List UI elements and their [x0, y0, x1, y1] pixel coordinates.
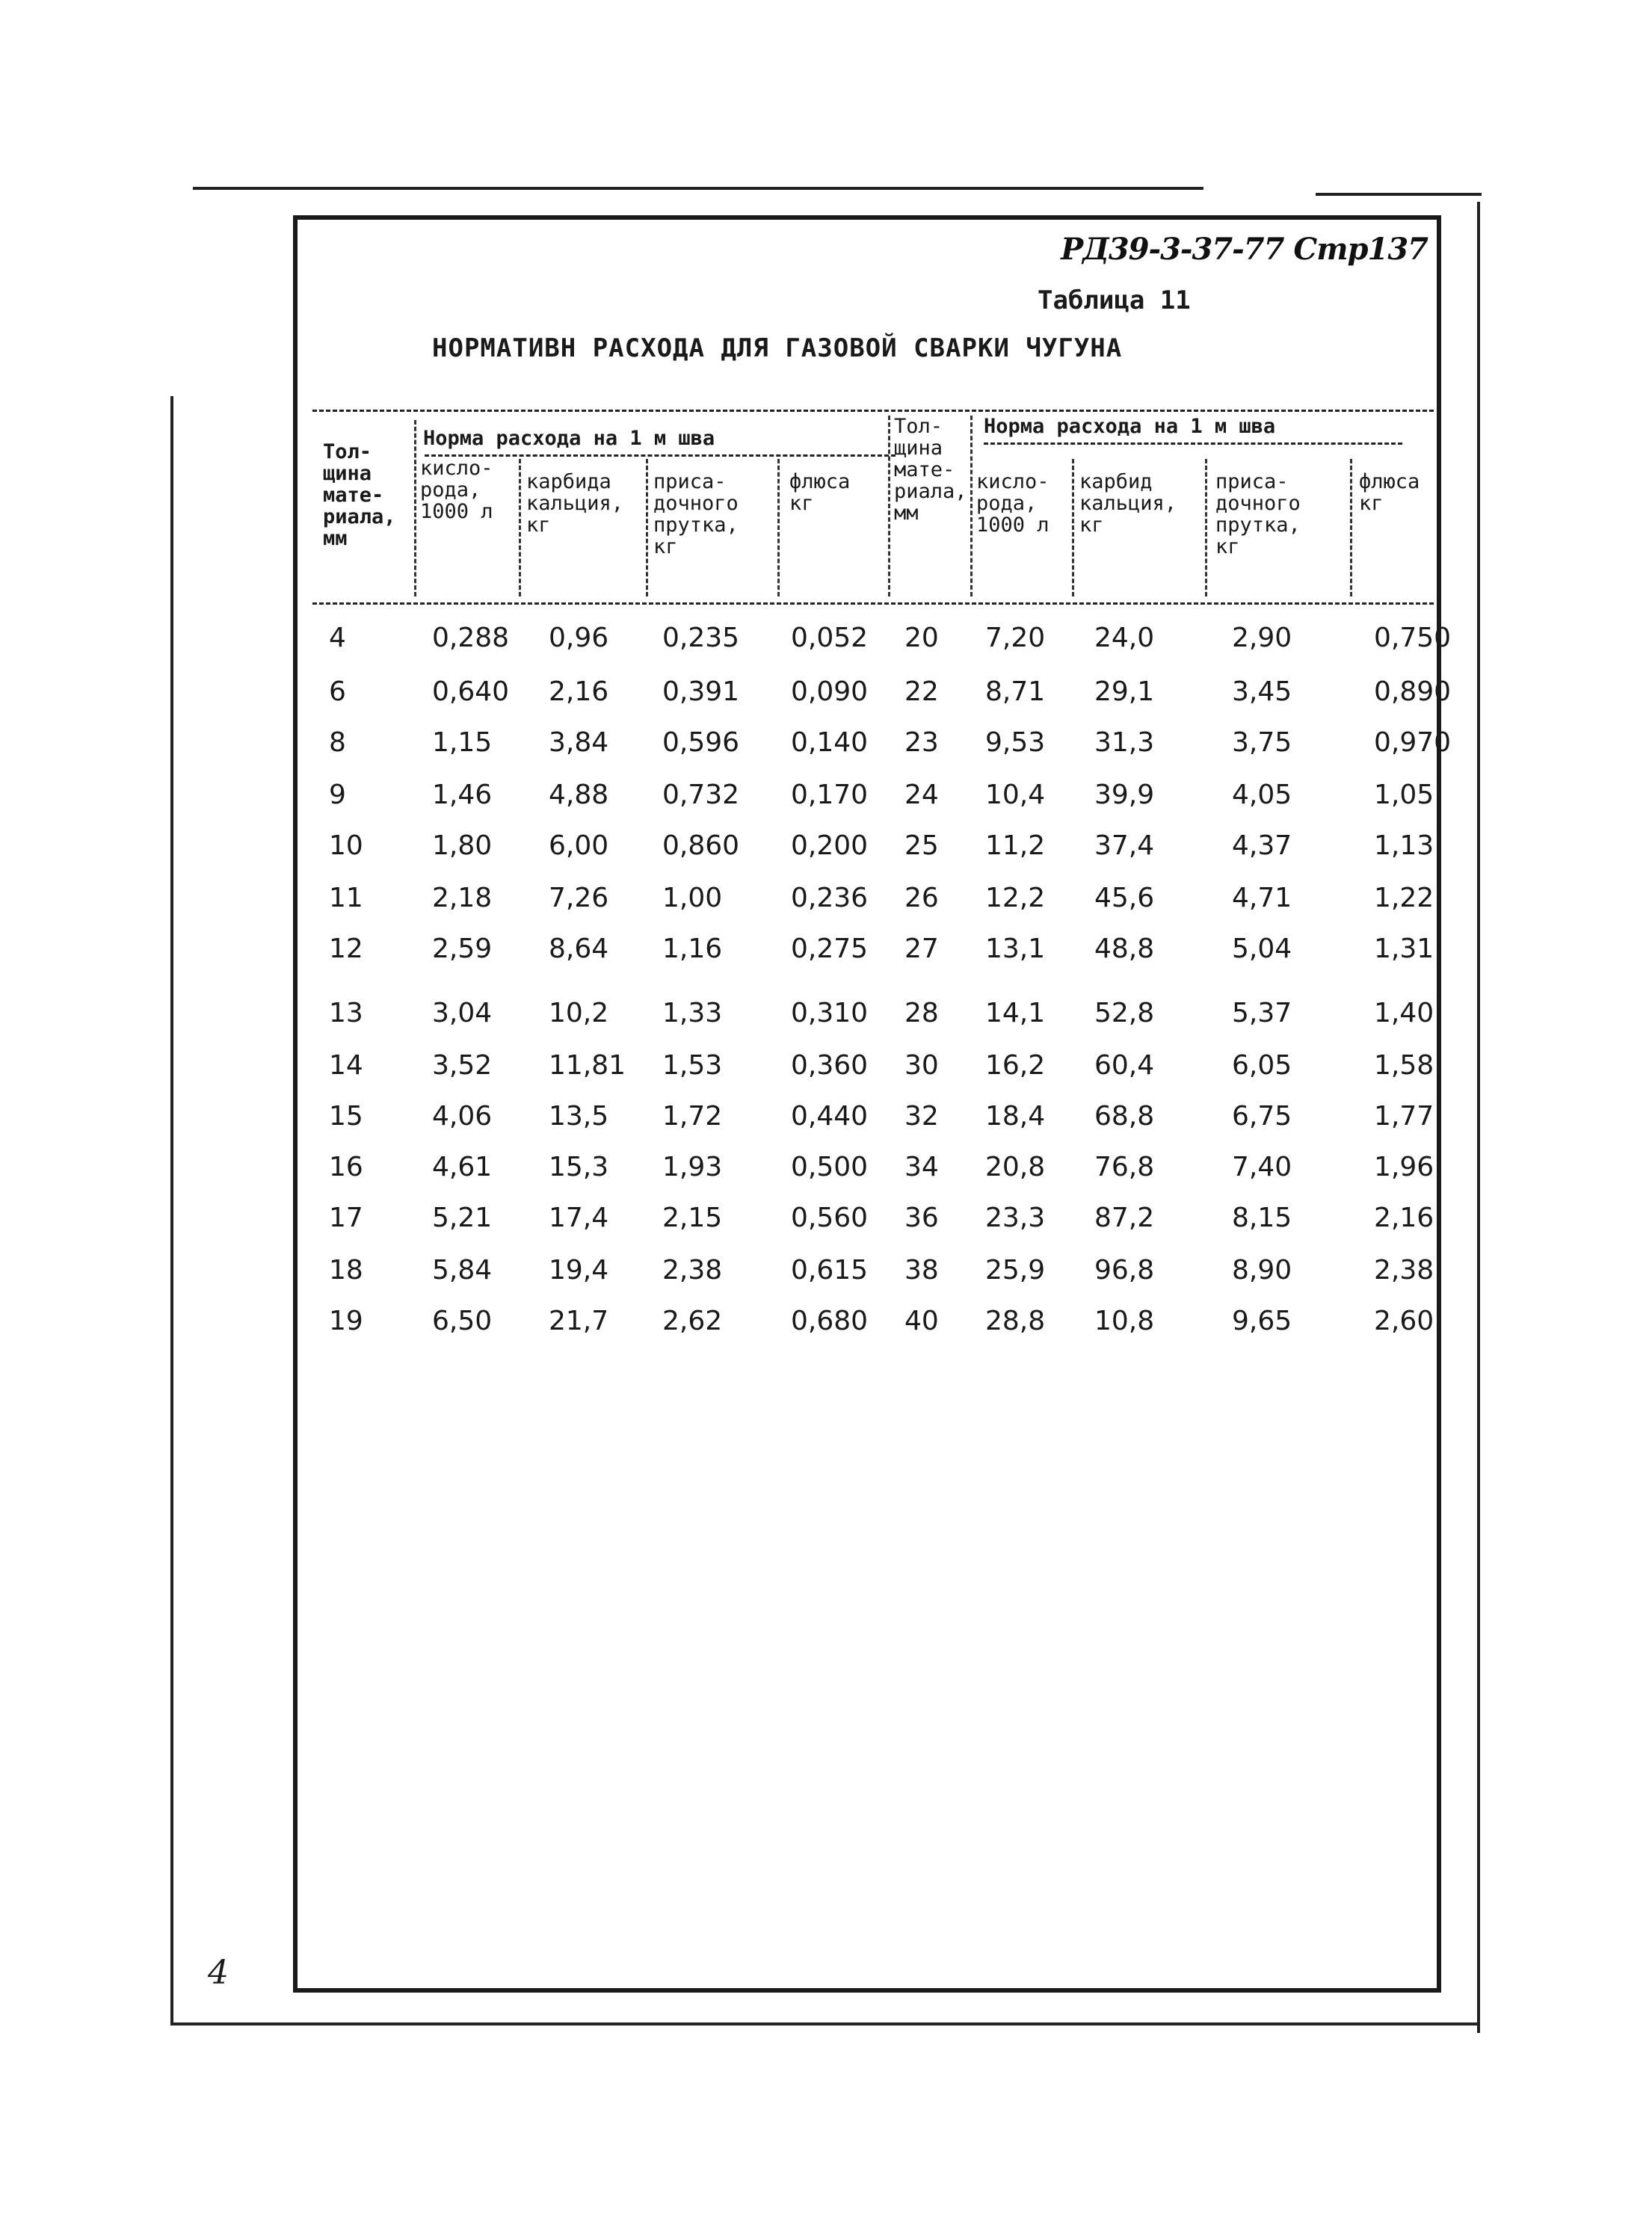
- cell-thickness-right: 25: [904, 830, 939, 861]
- cell-flux: 0,310: [791, 998, 869, 1028]
- cell-oxygen-right: 16,2: [985, 1050, 1046, 1081]
- cell-thickness: 17: [329, 1203, 363, 1233]
- header-separator: [1072, 459, 1074, 596]
- cell-thickness: 18: [329, 1255, 363, 1286]
- cell-rod: 0,235: [662, 623, 740, 653]
- cell-thickness: 12: [329, 934, 363, 964]
- cell-rod: 1,53: [662, 1050, 723, 1081]
- cell-oxygen-right: 20,8: [985, 1152, 1046, 1182]
- table-row: [298, 676, 1452, 722]
- header-oxygen-right: кисло- рода, 1000 л: [976, 470, 1050, 537]
- cell-flux-right: 1,58: [1374, 1050, 1434, 1081]
- cell-flux: 0,170: [791, 780, 869, 810]
- cell-thickness-right: 20: [904, 623, 939, 653]
- header-group-right: Норма расхода на 1 м шва: [984, 415, 1276, 438]
- cell-carbide-right: 39,9: [1094, 780, 1155, 810]
- cell-oxygen-right: 7,20: [985, 623, 1046, 653]
- cell-flux-right: 0,890: [1374, 676, 1452, 707]
- cell-flux-right: 1,31: [1374, 934, 1434, 964]
- cell-thickness-right: 32: [904, 1101, 939, 1132]
- cell-carbide-right: 24,0: [1094, 623, 1155, 653]
- cell-rod-right: 7,40: [1232, 1152, 1292, 1182]
- cell-rod-right: 8,15: [1232, 1203, 1292, 1233]
- cell-oxygen: 3,52: [432, 1050, 493, 1081]
- cell-oxygen: 6,50: [432, 1306, 493, 1336]
- cell-oxygen-right: 13,1: [985, 934, 1046, 964]
- cell-oxygen: 4,06: [432, 1101, 493, 1132]
- cell-oxygen-right: 14,1: [985, 998, 1046, 1028]
- cell-rod: 0,860: [662, 830, 740, 861]
- cell-rod-right: 8,90: [1232, 1255, 1292, 1286]
- scan-left-edge: [170, 396, 173, 2025]
- table-row: [298, 1256, 1437, 1301]
- margin-note: 4: [208, 1954, 229, 1992]
- cell-flux-right: 0,970: [1374, 727, 1452, 758]
- cell-thickness-right: 22: [904, 676, 939, 707]
- cell-rod-right: 4,05: [1232, 780, 1292, 810]
- cell-rod-right: 5,37: [1232, 998, 1292, 1028]
- scan-top-edge-left: [193, 187, 1203, 190]
- cell-carbide: 11,81: [549, 1050, 626, 1081]
- header-separator: [888, 416, 890, 596]
- cell-thickness: 8: [329, 727, 346, 758]
- cell-oxygen-right: 11,2: [985, 830, 1046, 861]
- cell-carbide-right: 29,1: [1094, 676, 1155, 707]
- header-flux-right: флюса кг: [1359, 470, 1420, 515]
- cell-carbide: 7,26: [549, 883, 609, 913]
- header-group-left: Норма расхода на 1 м шва: [423, 427, 715, 450]
- header-group-left-rule: [425, 454, 896, 457]
- header-separator: [414, 420, 416, 596]
- document-frame: [208, 215, 1452, 1993]
- cell-carbide-right: 48,8: [1094, 934, 1155, 964]
- cell-oxygen: 4,61: [432, 1152, 493, 1182]
- cell-rod-right: 4,37: [1232, 830, 1292, 861]
- document-title: НОРМАТИВН РАСХОДА ДЛЯ ГАЗОВОЙ СВАРКИ ЧУГУНА: [432, 333, 1123, 363]
- cell-thickness: 4: [329, 623, 346, 653]
- cell-rod-right: 6,75: [1232, 1101, 1292, 1132]
- scan-bottom-edge: [170, 2023, 1480, 2025]
- cell-carbide-right: 10,8: [1094, 1306, 1155, 1336]
- table-row: [298, 1153, 1437, 1197]
- cell-thickness: 10: [329, 830, 363, 861]
- cell-thickness-right: 30: [904, 1050, 939, 1081]
- table-row: [298, 1051, 1437, 1096]
- cell-carbide: 3,84: [549, 727, 609, 758]
- cell-carbide: 10,2: [549, 998, 609, 1028]
- cell-oxygen: 0,288: [432, 623, 510, 653]
- cell-thickness-right: 34: [904, 1152, 939, 1182]
- cell-oxygen: 0,640: [432, 676, 510, 707]
- header-carbide-left: карбида кальция, кг: [526, 470, 624, 537]
- cell-rod: 2,15: [662, 1203, 723, 1233]
- cell-carbide: 8,64: [549, 934, 609, 964]
- cell-thickness-right: 38: [904, 1255, 939, 1286]
- cell-flux: 0,680: [791, 1306, 869, 1336]
- cell-carbide: 4,88: [549, 780, 609, 810]
- cell-flux: 0,275: [791, 934, 869, 964]
- header-separator: [519, 459, 521, 596]
- cell-carbide-right: 60,4: [1094, 1050, 1155, 1081]
- cell-rod: 1,33: [662, 998, 723, 1028]
- cell-flux: 0,500: [791, 1152, 869, 1182]
- cell-flux-right: 2,16: [1374, 1203, 1434, 1233]
- cell-rod-right: 3,75: [1232, 727, 1292, 758]
- header-group-right-rule: [984, 442, 1402, 445]
- table-row: [298, 883, 1437, 928]
- header-separator: [1350, 459, 1352, 596]
- cell-flux-right: 1,40: [1374, 998, 1434, 1028]
- cell-flux-right: 2,38: [1374, 1255, 1434, 1286]
- cell-flux-right: 1,77: [1374, 1101, 1434, 1132]
- cell-oxygen-right: 12,2: [985, 883, 1046, 913]
- cell-flux: 0,360: [791, 1050, 869, 1081]
- cell-oxygen: 3,04: [432, 998, 493, 1028]
- cell-thickness-right: 27: [904, 934, 939, 964]
- scan-right-edge: [1477, 202, 1480, 2033]
- scan-top-edge-right: [1316, 193, 1482, 196]
- cell-oxygen-right: 28,8: [985, 1306, 1046, 1336]
- table-row: [298, 1203, 1437, 1248]
- cell-carbide-right: 52,8: [1094, 998, 1155, 1028]
- cell-rod: 2,38: [662, 1255, 723, 1286]
- cell-carbide-right: 45,6: [1094, 883, 1155, 913]
- cell-oxygen-right: 8,71: [985, 676, 1046, 707]
- header-separator: [970, 416, 973, 596]
- cell-carbide: 2,16: [549, 676, 609, 707]
- cell-flux-right: 1,13: [1374, 830, 1434, 861]
- table-row: [298, 999, 1437, 1043]
- cell-thickness: 14: [329, 1050, 363, 1081]
- cell-thickness-right: 40: [904, 1306, 939, 1336]
- cell-thickness: 11: [329, 883, 363, 913]
- cell-rod: 0,732: [662, 780, 740, 810]
- cell-flux-right: 1,96: [1374, 1152, 1434, 1182]
- cell-carbide: 21,7: [549, 1306, 609, 1336]
- cell-rod-right: 3,45: [1232, 676, 1292, 707]
- header-rod-right: приса- дочного прутка, кг: [1215, 470, 1301, 558]
- cell-carbide-right: 31,3: [1094, 727, 1155, 758]
- cell-flux: 0,140: [791, 727, 869, 758]
- header-bottom-rule: [312, 602, 1434, 605]
- table-row: [298, 623, 1452, 668]
- cell-oxygen-right: 9,53: [985, 727, 1046, 758]
- cell-oxygen: 2,59: [432, 934, 493, 964]
- cell-rod: 0,596: [662, 727, 740, 758]
- cell-oxygen-right: 18,4: [985, 1101, 1046, 1132]
- cell-thickness: 6: [329, 676, 346, 707]
- cell-thickness-right: 26: [904, 883, 939, 913]
- cell-thickness: 19: [329, 1306, 363, 1336]
- header-separator: [646, 459, 648, 596]
- cell-thickness: 9: [329, 780, 346, 810]
- cell-carbide: 17,4: [549, 1203, 609, 1233]
- header-oxygen-left: кисло- рода, 1000 л: [420, 457, 493, 523]
- cell-oxygen: 1,46: [432, 780, 493, 810]
- table-row: [298, 831, 1437, 876]
- header-separator: [1205, 459, 1207, 596]
- cell-oxygen-right: 25,9: [985, 1255, 1046, 1286]
- cell-flux-right: 1,05: [1374, 780, 1434, 810]
- document-reference: РД39-3-37-77 Стр137: [1061, 232, 1428, 267]
- cell-carbide: 6,00: [549, 830, 609, 861]
- header-top-rule: [312, 410, 1434, 412]
- header-thickness-left: Тол- щина мате- риала, мм: [323, 440, 396, 550]
- cell-rod: 0,391: [662, 676, 740, 707]
- cell-carbide: 0,96: [549, 623, 609, 653]
- table-row: [298, 1306, 1437, 1351]
- cell-carbide: 13,5: [549, 1101, 609, 1132]
- cell-rod-right: 9,65: [1232, 1306, 1292, 1336]
- cell-flux: 0,440: [791, 1101, 869, 1132]
- cell-thickness: 13: [329, 998, 363, 1028]
- cell-flux: 0,200: [791, 830, 869, 861]
- cell-oxygen: 2,18: [432, 883, 493, 913]
- header-carbide-right: карбид кальция, кг: [1079, 470, 1177, 537]
- table-row: [298, 1102, 1437, 1147]
- header-thickness-right: Тол- щина мате- риала, мм: [894, 415, 967, 525]
- cell-oxygen: 5,21: [432, 1203, 493, 1233]
- cell-oxygen: 1,15: [432, 727, 493, 758]
- cell-carbide-right: 96,8: [1094, 1255, 1155, 1286]
- cell-oxygen-right: 10,4: [985, 780, 1046, 810]
- cell-oxygen: 1,80: [432, 830, 493, 861]
- cell-thickness: 16: [329, 1152, 363, 1182]
- cell-carbide-right: 37,4: [1094, 830, 1155, 861]
- cell-flux: 0,090: [791, 676, 869, 707]
- cell-rod: 2,62: [662, 1306, 723, 1336]
- cell-carbide: 19,4: [549, 1255, 609, 1286]
- cell-oxygen: 5,84: [432, 1255, 493, 1286]
- cell-carbide: 15,3: [549, 1152, 609, 1182]
- cell-flux-right: 1,22: [1374, 883, 1434, 913]
- cell-thickness: 15: [329, 1101, 363, 1132]
- cell-thickness-right: 24: [904, 780, 939, 810]
- cell-rod: 1,72: [662, 1101, 723, 1132]
- cell-rod-right: 6,05: [1232, 1050, 1292, 1081]
- cell-carbide-right: 87,2: [1094, 1203, 1155, 1233]
- cell-flux: 0,560: [791, 1203, 869, 1233]
- header-separator: [777, 459, 780, 596]
- header-flux-left: флюса кг: [789, 470, 851, 515]
- cell-rod: 1,93: [662, 1152, 723, 1182]
- cell-flux: 0,052: [791, 623, 869, 653]
- cell-rod-right: 4,71: [1232, 883, 1292, 913]
- table-row: [298, 780, 1437, 825]
- header-rod-left: приса- дочного прутка, кг: [653, 470, 739, 558]
- cell-carbide-right: 68,8: [1094, 1101, 1155, 1132]
- cell-thickness-right: 23: [904, 727, 939, 758]
- cell-rod-right: 2,90: [1232, 623, 1292, 653]
- cell-carbide-right: 76,8: [1094, 1152, 1155, 1182]
- cell-oxygen-right: 23,3: [985, 1203, 1046, 1233]
- table-row: [298, 727, 1452, 773]
- cell-thickness-right: 36: [904, 1203, 939, 1233]
- cell-flux: 0,615: [791, 1255, 869, 1286]
- cell-flux-right: 0,750: [1374, 623, 1452, 653]
- table-row: [298, 934, 1437, 979]
- cell-flux: 0,236: [791, 883, 869, 913]
- cell-rod: 1,00: [662, 883, 723, 913]
- table-label: Таблица 11: [1038, 286, 1191, 315]
- cell-rod-right: 5,04: [1232, 934, 1292, 964]
- cell-flux-right: 2,60: [1374, 1306, 1434, 1336]
- cell-rod: 1,16: [662, 934, 723, 964]
- cell-thickness-right: 28: [904, 998, 939, 1028]
